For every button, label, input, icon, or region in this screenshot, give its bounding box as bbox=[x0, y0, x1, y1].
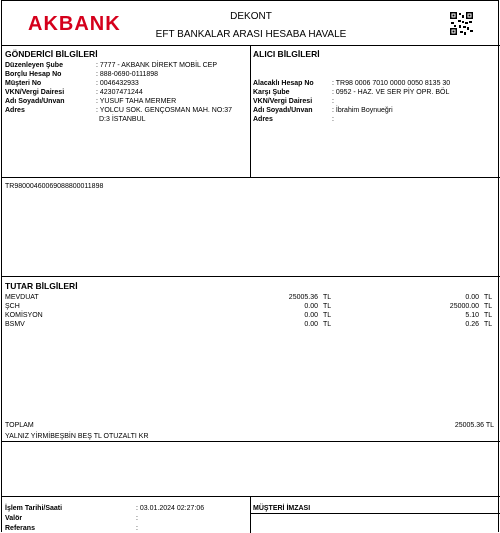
receiver-value: : bbox=[332, 98, 334, 105]
amounts-section-title: TUTAR BİLGİLERİ bbox=[5, 281, 78, 291]
amount-1: 0.00 bbox=[304, 312, 318, 319]
total-value: 25005.36 TL bbox=[454, 422, 494, 429]
amount-1: 25005.36 bbox=[288, 294, 318, 301]
receiver-value: : İbrahim Boynueğri bbox=[332, 107, 393, 114]
amount-1: 0.00 bbox=[304, 321, 318, 328]
receiver-value: : bbox=[332, 116, 334, 123]
footer-value: : bbox=[136, 515, 138, 522]
transaction-description: TR98000460069088800011898 bbox=[5, 183, 104, 190]
sender-section-title: GÖNDERİCİ BİLGİLERİ bbox=[5, 49, 98, 59]
amount-2: 0.26 bbox=[465, 321, 479, 328]
amount-2: 25000.00 bbox=[449, 303, 479, 310]
sender-label: Adı Soyadı/Unvan bbox=[5, 98, 65, 105]
customer-signature-title: MÜŞTERİ İMZASI bbox=[253, 505, 311, 512]
qr-code-icon bbox=[449, 11, 474, 36]
receiver-section-title: ALICI BİLGİLERİ bbox=[253, 49, 320, 59]
amount-label: KOMİSYON bbox=[5, 312, 43, 319]
receiver-label: Adı Soyadı/Unvan bbox=[253, 107, 313, 114]
currency-2: TL bbox=[484, 312, 493, 319]
sender-label: Müşteri No bbox=[5, 80, 42, 87]
sender-value: : 7777 - AKBANK DİREKT MOBİL CEP bbox=[96, 62, 217, 69]
footer-value: : 03.01.2024 02:27:06 bbox=[136, 505, 205, 512]
receiver-label: Adres bbox=[253, 116, 273, 123]
receiver-label: Karşı Şube bbox=[253, 89, 290, 96]
currency-1: TL bbox=[323, 303, 332, 310]
document-title: DEKONT bbox=[230, 11, 272, 22]
amount-2: 0.00 bbox=[465, 294, 479, 301]
amount-1: 0.00 bbox=[304, 303, 318, 310]
footer-label: İşlem Tarihi/Saati bbox=[5, 505, 63, 512]
currency-2: TL bbox=[484, 303, 493, 310]
currency-1: TL bbox=[323, 321, 332, 328]
currency-1: TL bbox=[323, 294, 332, 301]
receiver-label: VKN/Vergi Dairesi bbox=[253, 98, 313, 105]
receiver-value: : 0952 - HAZ. VE SER PİY OPR. BÖL bbox=[332, 89, 450, 96]
signature-divider bbox=[250, 513, 500, 514]
footer-value: : bbox=[136, 525, 138, 532]
total-in-words: YALNIZ YİRMİBEŞBİN BEŞ TL OTUZALTI KR bbox=[5, 433, 149, 440]
document-subtitle: EFT BANKALAR ARASI HESABA HAVALE bbox=[155, 29, 347, 40]
sender-label: Borçlu Hesap No bbox=[5, 71, 62, 78]
amount-label: MEVDUAT bbox=[5, 294, 39, 301]
party-divider bbox=[250, 45, 251, 177]
currency-1: TL bbox=[323, 312, 332, 319]
footer-top-divider bbox=[2, 496, 500, 497]
sender-value: : YUSUF TAHA MERMER bbox=[96, 98, 177, 105]
amount-label: BSMV bbox=[5, 321, 25, 328]
sender-label: Adres bbox=[5, 107, 25, 114]
akbank-logo: AKBANK bbox=[28, 13, 121, 35]
sender-value: : 888-0690-0111898 bbox=[96, 71, 159, 78]
currency-2: TL bbox=[484, 321, 493, 328]
sender-label: VKN/Vergi Dairesi bbox=[5, 89, 65, 96]
footer-divider bbox=[250, 496, 251, 533]
party-bottom-divider bbox=[2, 177, 500, 178]
header-divider bbox=[2, 45, 500, 46]
footer-label: Valör bbox=[5, 515, 23, 522]
sender-address-line2: D:3 İSTANBUL bbox=[99, 116, 146, 123]
receiver-label: Alacaklı Hesap No bbox=[253, 80, 314, 87]
sender-label: Düzenleyen Şube bbox=[5, 62, 63, 69]
sender-value: : 0046432933 bbox=[96, 80, 139, 87]
receiver-value: : TR98 0006 7010 0000 0050 8135 30 bbox=[332, 80, 451, 87]
description-bottom-divider bbox=[2, 276, 500, 277]
amounts-bottom-divider bbox=[2, 441, 500, 442]
total-label: TOPLAM bbox=[5, 422, 34, 429]
amount-2: 5.10 bbox=[465, 312, 479, 319]
footer-label: Referans bbox=[5, 525, 35, 532]
receipt-page bbox=[1, 0, 499, 532]
currency-2: TL bbox=[484, 294, 493, 301]
sender-value: : YOLCU SOK. GENÇOSMAN MAH. NO:37 bbox=[96, 107, 233, 114]
sender-value: : 42307471244 bbox=[96, 89, 143, 96]
amount-label: ŞCH bbox=[5, 303, 20, 310]
